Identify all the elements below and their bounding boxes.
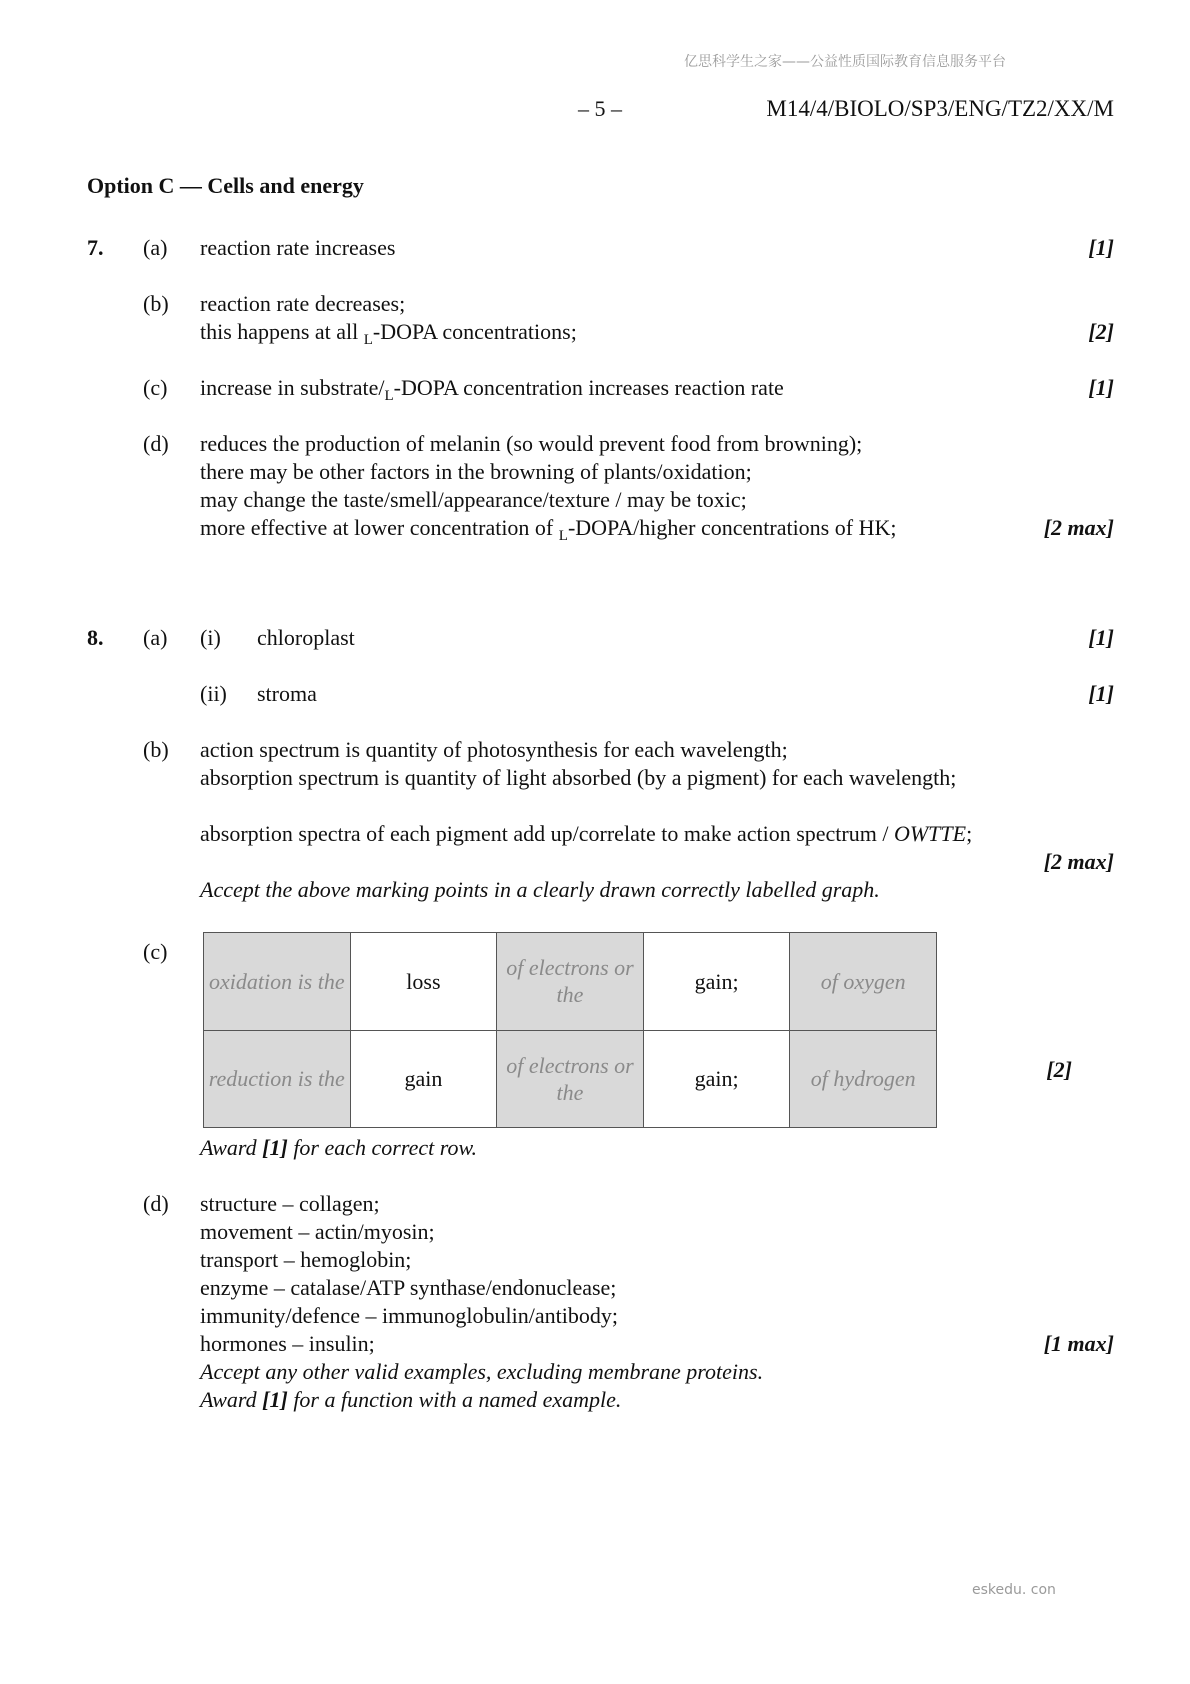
table-cell: oxidation is the: [204, 933, 351, 1031]
q7c-label: (c): [143, 375, 168, 400]
q7b-mark: [2]: [1088, 319, 1114, 344]
q8ai-answer: chloroplast: [257, 625, 355, 650]
q7c-mark: [1]: [1088, 375, 1114, 400]
q8-number: 8.: [87, 625, 104, 650]
q7c-answer: increase in substrate/$_L$-DOPA concentration increases reaction rate: [200, 375, 784, 404]
table-cell: of electrons or the: [497, 1030, 644, 1128]
q7a-answer: reaction rate increases: [200, 235, 396, 260]
table-cell: of hydrogen: [790, 1030, 937, 1128]
q7b-label: (b): [143, 291, 169, 316]
q8d-line: movement – actin/myosin;: [200, 1219, 435, 1244]
q8b-line3: absorption spectra of each pigment add up/correlate to make action spectrum / OWTTE;: [200, 821, 973, 846]
q8d-line: enzyme – catalase/ATP synthase/endonuclease;: [200, 1275, 617, 1300]
q8ai-mark: [1]: [1088, 625, 1114, 650]
table-cell: gain: [350, 1030, 497, 1128]
q8ai-label: (i): [200, 625, 221, 650]
q8d-label: (d): [143, 1191, 169, 1216]
q7-number: 7.: [87, 235, 104, 260]
table-cell: of oxygen: [790, 933, 937, 1031]
table-row: [204, 933, 937, 1031]
q7d-line2: there may be other factors in the browning of plants/oxidation;: [200, 459, 752, 484]
q8c-mark: [2]: [1046, 1057, 1072, 1082]
q8b-line1: action spectrum is quantity of photosynthesis for each wavelength;: [200, 737, 788, 762]
q8b-label: (b): [143, 737, 169, 762]
q7b-line1: reaction rate decreases;: [200, 291, 406, 316]
q7d-line4: more effective at lower concentration of $_L$-DOPA/higher concentrations of HK;: [200, 515, 897, 544]
q8d-note1: Accept any other valid examples, excluding membrane proteins.: [200, 1359, 764, 1384]
oxidation-reduction-table: [203, 932, 937, 1128]
q8c-label: (c): [143, 939, 168, 964]
table-cell: reduction is the: [204, 1030, 351, 1128]
q8d-line: transport – hemoglobin;: [200, 1247, 412, 1272]
q7b-line2: this happens at all $_L$-DOPA concentrations;: [200, 319, 577, 348]
q7d-mark: [2 max]: [1043, 515, 1114, 540]
q8d-line: immunity/defence – immunoglobulin/antibody;: [200, 1303, 618, 1328]
q8aii-mark: [1]: [1088, 681, 1114, 706]
q8c-note: Award [1] for each correct row.: [200, 1135, 478, 1160]
q7a-label: (a): [143, 235, 168, 260]
watermark-bottom: eskedu. con: [972, 1582, 1056, 1598]
watermark-top: 亿思科学生之家——公益性质国际教育信息服务平台: [684, 54, 1006, 70]
q8d-note2: Award [1] for a function with a named example.: [200, 1387, 622, 1412]
q7d-line1: reduces the production of melanin (so would prevent food from browning);: [200, 431, 863, 456]
q8d-line: hormones – insulin;: [200, 1331, 375, 1356]
q8b-mark: [2 max]: [1043, 849, 1114, 874]
q8aii-label: (ii): [200, 681, 227, 706]
paper-code: M14/4/BIOLO/SP3/ENG/TZ2/XX/M: [766, 96, 1114, 121]
page-number: – 5 –: [578, 96, 622, 121]
table-row: [204, 1030, 937, 1128]
q7d-label: (d): [143, 431, 169, 456]
q7d-line3: may change the taste/smell/appearance/texture / may be toxic;: [200, 487, 747, 512]
q8a-label: (a): [143, 625, 168, 650]
q7a-mark: [1]: [1088, 235, 1114, 260]
q8b-note: Accept the above marking points in a clearly drawn correctly labelled graph.: [200, 877, 880, 902]
q8d-line: structure – collagen;: [200, 1191, 380, 1216]
table-cell: gain;: [643, 1030, 790, 1128]
q8b-line2: absorption spectrum is quantity of light absorbed (by a pigment) for each wavelength;: [200, 765, 957, 790]
q8d-mark: [1 max]: [1043, 1331, 1114, 1356]
table-cell: gain;: [643, 933, 790, 1031]
option-title: Option C — Cells and energy: [87, 173, 364, 198]
table-cell: of electrons or the: [497, 933, 644, 1031]
table-cell: loss: [350, 933, 497, 1031]
q8aii-answer: stroma: [257, 681, 317, 706]
